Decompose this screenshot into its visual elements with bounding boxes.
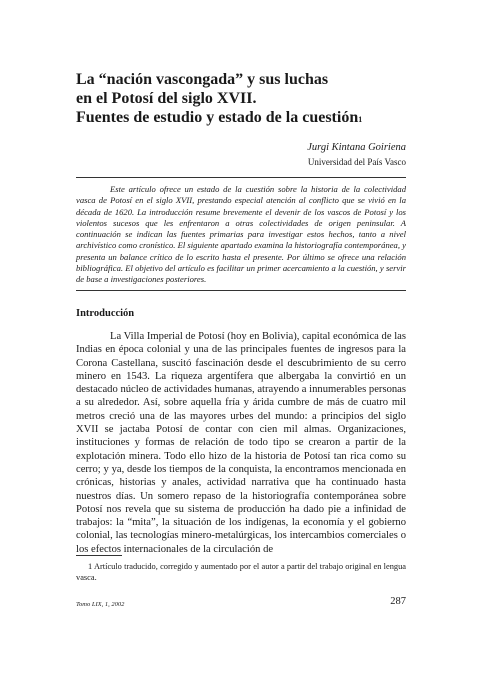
footnote-rule bbox=[76, 555, 122, 556]
article-title bbox=[76, 70, 416, 127]
title-line-3 bbox=[76, 108, 416, 127]
title-line-2: en el Potosí del siglo XVII. bbox=[76, 90, 257, 107]
journal-reference: Tomo LIX, 1, 2002 bbox=[76, 601, 125, 608]
abstract-top-rule bbox=[76, 177, 406, 178]
abstract-bottom-rule bbox=[76, 290, 406, 291]
title-line-3-text: Fuentes de estudio y estado de la cuestión bbox=[76, 109, 359, 126]
author-name: Jurgi Kintana Goiriena bbox=[307, 142, 406, 153]
page-number: 287 bbox=[390, 596, 406, 607]
section-heading: Introducción bbox=[76, 308, 135, 319]
body-paragraph: La Villa Imperial de Potosí (hoy en Bolivia), capital económica de las Indias en época colonial y una de las principales fuentes de ingresos para la Corona Castellana, suscitó fascinación desde el descubrimiento de su cerro minero en 1543. La riqueza argentífera que albergaba la convirtió en un destacado núcleo de actividades humanas, atrayendo a innumerables personas a su alrededor. Así, sobre aquella fría y árida cumbre de más de cuatro mil metros creció una de las mayores urbes del mundo: a principios del siglo XVII se jactaba Potosí de contar con cien mil almas. Organizaciones, instituciones y formas de relación de todo tipo se crearon a partir de la explotación minera. Todo ello hizo de la historia de Potosí tan rica como su cerro; y ya, desde los tiempos de la conquista, la encontramos mencionada en crónicas, historias y anales, actividad narrativa que ha continuado hasta nuestros días. Un somero repaso de la historiografía contemporánea sobre Potosí nos revela que su sistema de producción ha dado pie a infinidad de trabajos: la “mita”, la situación de los indígenas, la economía y el gobierno colonial, las tecnologías minero-metalúrgicas, los intercambios comerciales o los efectos internacionales de la circulación de bbox=[76, 331, 406, 555]
abstract: Este artículo ofrece un estado de la cuestión sobre la historia de la colectividad vasca de Potosí en el siglo XVII, prestando especial atención al conflicto que se vivió en la década de 1620. La introducción resume brevemente el devenir de los vascos de Potosí y los violentos sucesos que les enfrentaron a otras colectividades de origen peninsular. A continuación se indican las fuentes primarias para investigar estos hechos, tanto a nivel archivístico como cronístico. El siguiente apartado examina la historiografía contemporánea, y presenta un balance crítico de lo escrito hasta el presente. Por último se ofrece una relación bibliográfica. El objetivo del artículo es facilitar un primer acercamiento a la cuestión, y servir de base a investigaciones posteriores. bbox=[76, 184, 406, 285]
footnote: 1 Artículo traducido, corregido y aumentado por el autor a partir del trabajo original en lengua vasca. bbox=[76, 562, 406, 582]
title-footnote-marker[interactable]: 1 bbox=[358, 115, 363, 124]
author-affiliation: Universidad del País Vasco bbox=[307, 157, 406, 167]
title-line-1: La “nación vascongada” y sus luchas bbox=[76, 71, 329, 88]
